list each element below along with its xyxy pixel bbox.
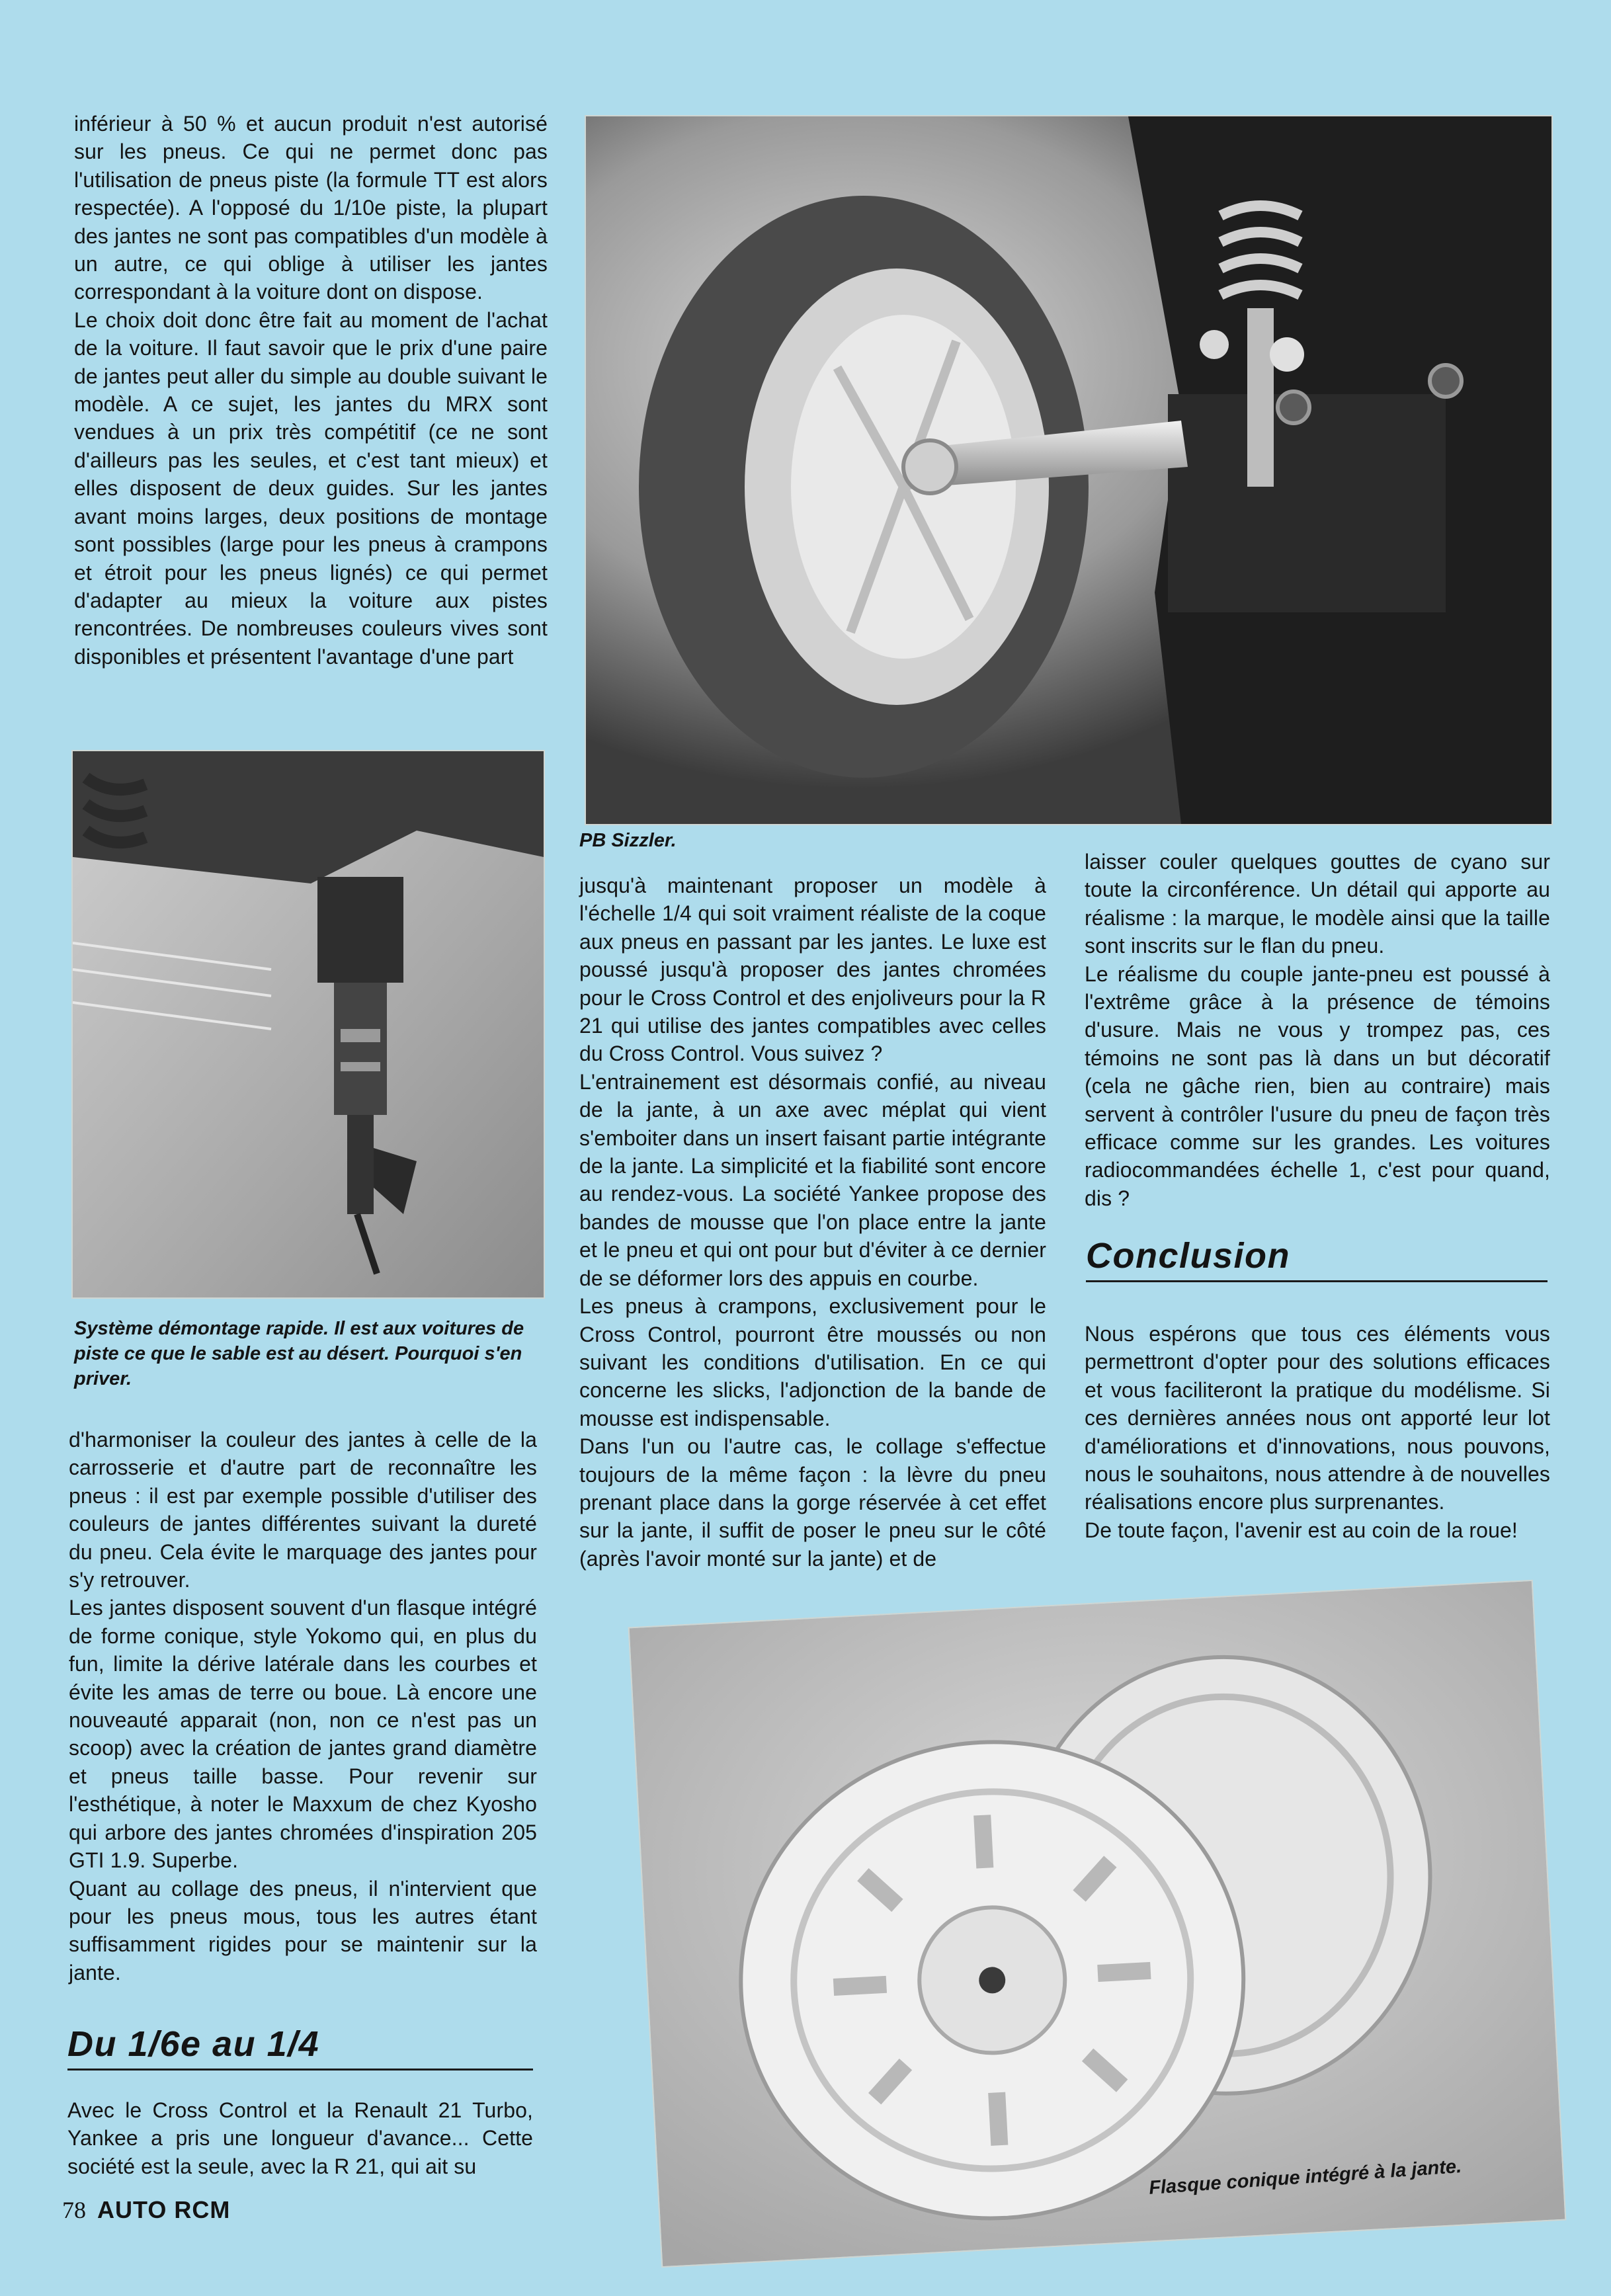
paragraph: d'harmoniser la couleur des jantes à celle de la carrosserie et d'autre part de reconnaître les pneus : il est par exemple possible d'utiliser des couleurs de jantes différentes suivant la dureté du pneu. Cela évite le marquage des jantes pour s'y retrouver. — [69, 1428, 537, 1592]
magazine-name: AUTO RCM — [97, 2196, 231, 2223]
caption-pb-sizzler: PB Sizzler. — [579, 830, 677, 851]
section-heading-du-1-6e-au-1-4: Du 1/6e au 1/4 — [67, 2024, 533, 2070]
paragraph: Quant au collage des pneus, il n'intervient que pour les pneus mous, tous les autres étant suffisamment rigides pour se maintenir sur la jante. — [69, 1876, 537, 1985]
column1-top-text — [74, 110, 548, 671]
paragraph: jusqu'à maintenant proposer un modèle à l'échelle 1/4 qui soit vraiment réaliste de la coque aux pneus en passant par les jantes. Le luxe est poussé jusqu'à proposer des jantes chromées pour le Cross Control et des enjoliveurs pour la R 21 qui utilise des jantes compatibles avec celles du Cross Control. Vous suivez ? — [579, 874, 1046, 1066]
column1-after-heading-text — [67, 2096, 533, 2180]
caption-flasque-conique: Flasque conique intégré à la jante. — [1148, 2155, 1463, 2199]
paragraph: Dans l'un ou l'autre cas, le collage s'effectue toujours de la même façon : la lèvre du pneu prenant place dans la gorge réservée à cet effet sur la jante, il suffit de poser le pneu sur le côté (après l'avoir monté sur la jante) et de — [579, 1434, 1046, 1571]
caption-demontage-rapide: Système démontage rapide. Il est aux voitures de piste ce que le sable est au désert. Pourquoi s'en priver. — [74, 1318, 524, 1389]
paragraph: Avec le Cross Control et la Renault 21 Turbo, Yankee a pris une longueur d'avance... Cette société est la seule, avec la R 21, qui ait su — [67, 2098, 533, 2178]
paragraph: Le choix doit donc être fait au moment de l'achat de la voiture. Il faut savoir que le prix d'une paire de jantes peut aller du simple au double suivant le modèle. A ce sujet, les jantes du MRX sont vendues à un prix très compétitif (ce ne sont d'ailleurs pas les seules, et c'est tant mieux) et elles disposent de deux guides. Sur les jantes avant moins larges, deux positions de montage sont possibles (large pour les pneus à crampons et étroit pour les pneus lignés) ce qui permet d'adapter au mieux la voiture aux pistes rencontrées. De nombreuses couleurs vives sont disponibles et présentent l'avantage d'une part — [74, 308, 548, 669]
column3-text — [1085, 848, 1550, 1212]
paragraph: De toute façon, l'avenir est au coin de la roue! — [1085, 1518, 1518, 1542]
paragraph: Nous espérons que tous ces éléments vous permettront d'opter pour des solutions efficaces et vous faciliteront la pratique du modélisme. Si ces dernières années nous ont apporté leur lot d'améliorations et d'innovations, nous pouvons, nous le souhaitons, nous attendre à de nouvelles réalisations encore plus surprenantes. — [1085, 1322, 1550, 1514]
photo-pb-sizzler — [586, 116, 1551, 824]
page-number: 78 — [62, 2197, 86, 2223]
column3-conclusion-text — [1085, 1320, 1550, 1544]
paragraph: laisser couler quelques gouttes de cyano sur toute la circonférence. Un détail qui apporte au réalisme : la marque, le modèle ainsi que la taille sont inscrits sur le flan du pneu. — [1085, 850, 1550, 958]
paragraph: inférieur à 50 % et aucun produit n'est autorisé sur les pneus. Ce qui ne permet donc pas l'utilisation de pneus piste (la formule TT est alors respectée). A l'opposé du 1/10e piste, la plupart des jantes ne sont pas compatibles d'un modèle à un autre, ce qui oblige à utiliser les jantes correspondant à la voiture dont on dispose. — [74, 112, 548, 304]
photo-demontage-rapide — [73, 751, 544, 1297]
paragraph: Le réalisme du couple jante-pneu est poussé à l'extrême grâce à la présence de témoins d'usure. Mais ne vous y trompez pas, ces témoins ne sont pas là dans un but décoratif (cela ne gâche rien, bien au contraire) mais servent à contrôler l'usure du pneu de façon très efficace comme sur les grandes. Les voitures radiocommandées échelle 1, c'est pour quand, dis ? — [1085, 962, 1550, 1210]
paragraph: L'entrainement est désormais confié, au niveau de la jante, à un axe avec méplat qui vient s'emboiter dans un insert faisant partie intégrante de la jante. La simplicité et la fiabilité sont encore au rendez-vous. La société Yankee propose des bandes de mousse que l'on place entre la jante et le pneu et qui ont pour but d'éviter à ce dernier de se déformer lors des appuis en courbe. — [579, 1069, 1046, 1290]
section-heading-conclusion: Conclusion — [1086, 1235, 1548, 1282]
column2-text — [579, 872, 1046, 1573]
paragraph: Les pneus à crampons, exclusivement pour le Cross Control, pourront être moussés ou non suivant les conditions d'utilisation. En ce qui concerne les slicks, l'adjonction de la bande de mousse est indispensable. — [579, 1294, 1046, 1430]
column1-bottom-text — [69, 1426, 537, 1987]
paragraph: Les jantes disposent souvent d'un flasque intégré de forme conique, style Yokomo qui, en plus du fun, limite la dérive latérale dans les courbes et évite les amas de terre ou boue. Là encore une nouveauté apparait (non, non ce n'est pas un scoop) avec la création de jantes grand diamètre et pneus taille basse. Pour revenir sur l'esthétique, à noter le Maxxum de chez Kyosho qui arbore des jantes chromées d'inspiration 205 GTI 1.9. Superbe. — [69, 1596, 537, 1873]
page-footer — [62, 2197, 230, 2223]
